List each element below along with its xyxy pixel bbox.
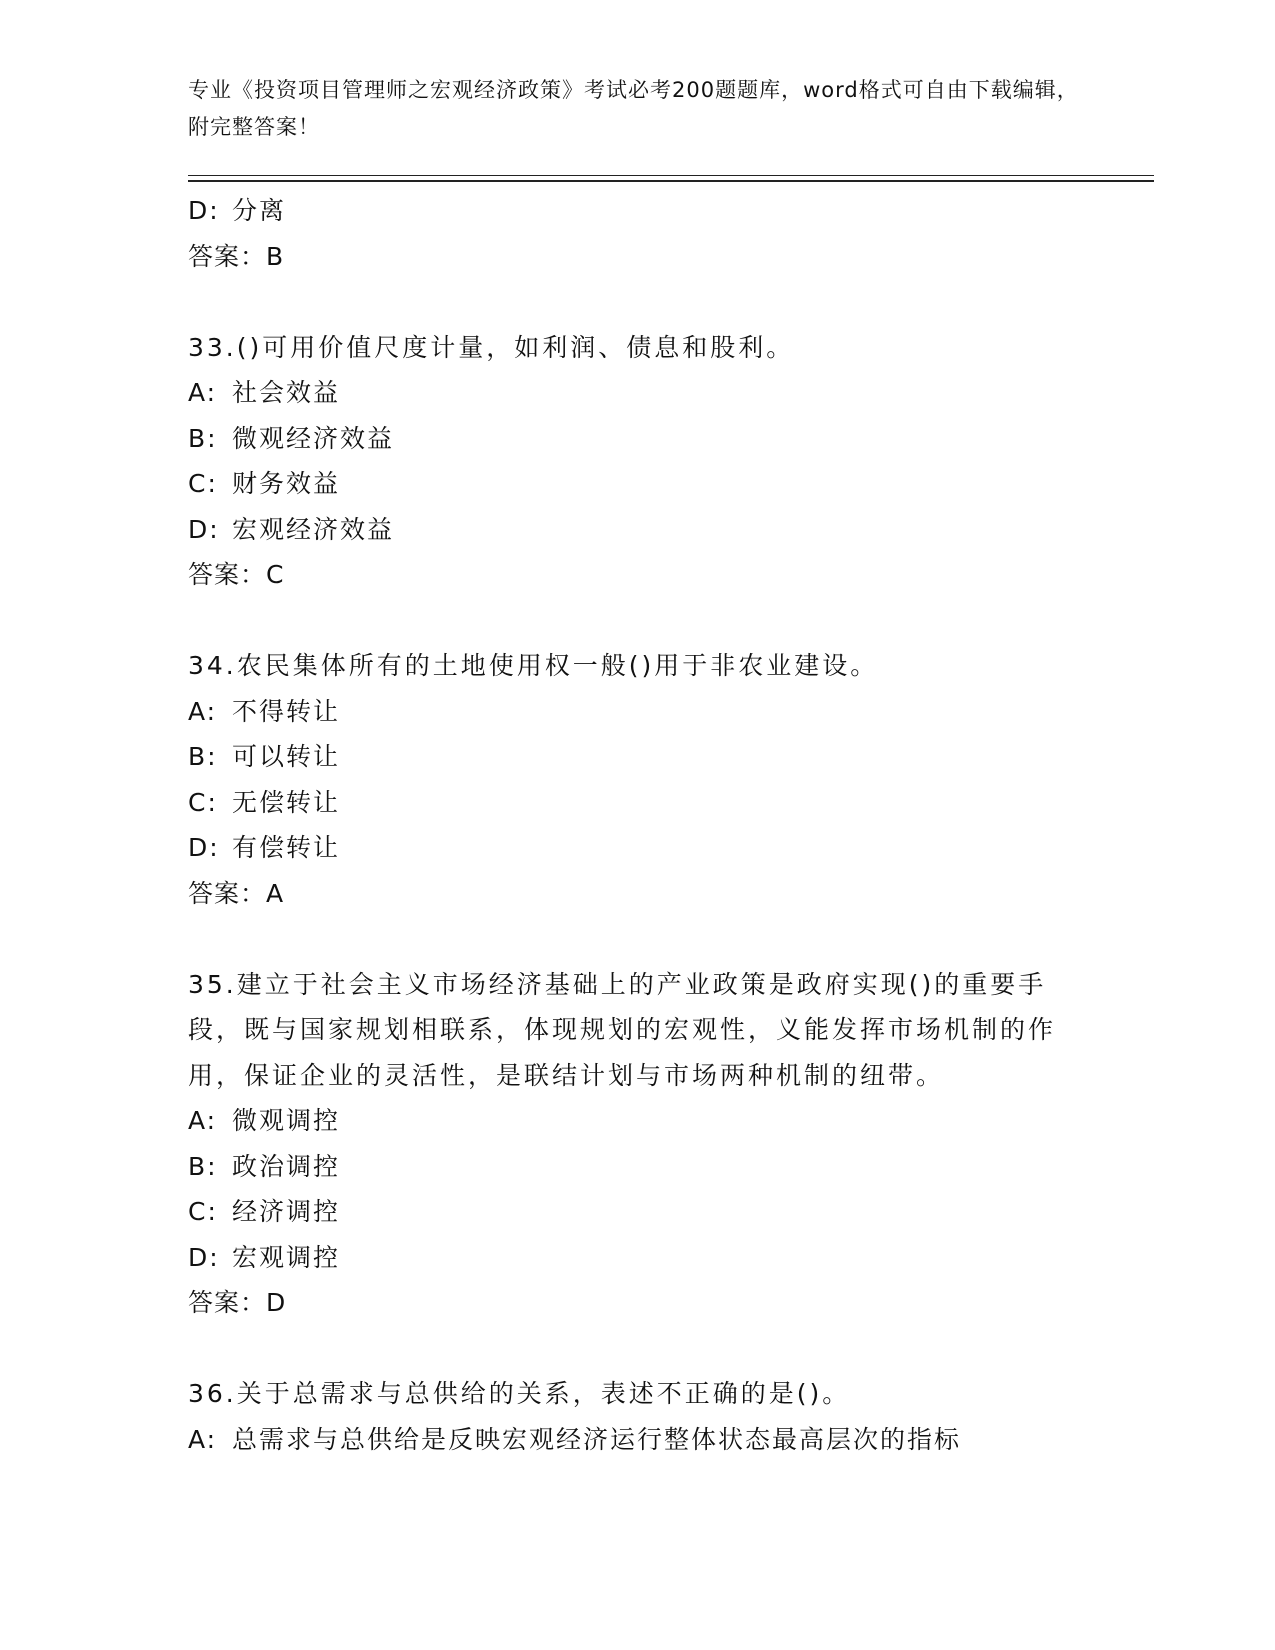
- answer-line: 答案：C: [188, 560, 285, 589]
- option-key: D:: [188, 514, 220, 544]
- question-stem: 36.关于总需求与总供给的关系，表述不正确的是()。: [188, 1379, 851, 1408]
- option-key: D:: [188, 833, 220, 862]
- option-line: [188, 1098, 1088, 1144]
- option-key: C:: [188, 1197, 218, 1226]
- option-key: C:: [188, 469, 218, 498]
- option-line: [188, 370, 1088, 416]
- option-text: 分离: [232, 196, 287, 225]
- option-key: A:: [188, 696, 218, 726]
- option-text: 社会效益: [232, 378, 341, 407]
- option-key: B:: [188, 423, 218, 453]
- option-text: 经济调控: [232, 1197, 341, 1226]
- option-key: B:: [188, 1151, 218, 1181]
- option-line: [188, 825, 1088, 871]
- option-text: 可以转让: [232, 742, 341, 771]
- option-text: 宏观经济效益: [232, 514, 395, 544]
- option-text: 微观调控: [232, 1106, 341, 1135]
- option-key: A:: [188, 378, 218, 407]
- question-stem: 33.()可用价值尺度计量，如利润、债息和股利。: [188, 332, 795, 362]
- option-line: [188, 689, 1088, 735]
- option-text: 总需求与总供给是反映宏观经济运行整体状态最高层次的指标: [232, 1424, 962, 1454]
- option-line: [188, 1235, 1088, 1281]
- option-text: 财务效益: [232, 469, 341, 498]
- option-line: [188, 1189, 1088, 1235]
- option-line: [188, 507, 1088, 553]
- option-line: [188, 1417, 1088, 1463]
- option-key: D:: [188, 1242, 220, 1272]
- question-list: [188, 188, 1088, 1462]
- option-text: 无偿转让: [232, 787, 341, 817]
- option-line: [188, 1144, 1088, 1190]
- option-text: 有偿转让: [232, 833, 341, 862]
- option-line: [188, 416, 1088, 462]
- header-text: 专业《投资项目管理师之宏观经济政策》考试必考200题题库，word格式可自由下载编辑，附完整答案！: [188, 78, 1079, 139]
- answer-line: 答案：D: [188, 1288, 287, 1317]
- document-header: [188, 72, 1088, 146]
- option-key: A:: [188, 1424, 218, 1454]
- option-text: 不得转让: [232, 696, 341, 726]
- option-text: 宏观调控: [232, 1242, 341, 1272]
- option-line: [188, 461, 1088, 507]
- option-key: D:: [188, 196, 220, 225]
- question-stem: 35.建立于社会主义市场经济基础上的产业政策是政府实现()的重要手段，既与国家规划相联系，体现规划的宏观性，义能发挥市场机制的作用，保证企业的灵活性，是联结计划与市场两种机制的纽带。: [188, 969, 1057, 1090]
- option-key: C:: [188, 787, 218, 817]
- question-stem: 34.农民集体所有的土地使用权一般()用于非农业建设。: [188, 651, 879, 680]
- header-divider-thick: [188, 180, 1154, 182]
- option-line: [188, 734, 1088, 780]
- option-key: A:: [188, 1106, 218, 1135]
- answer-line: 答案：A: [188, 878, 285, 908]
- option-text: 政治调控: [232, 1151, 341, 1181]
- option-line: [188, 780, 1088, 826]
- header-divider-thin: [188, 175, 1154, 176]
- option-key: B:: [188, 742, 218, 771]
- option-line: [188, 188, 1088, 234]
- option-text: 微观经济效益: [232, 423, 395, 453]
- answer-line: 答案：B: [188, 241, 285, 271]
